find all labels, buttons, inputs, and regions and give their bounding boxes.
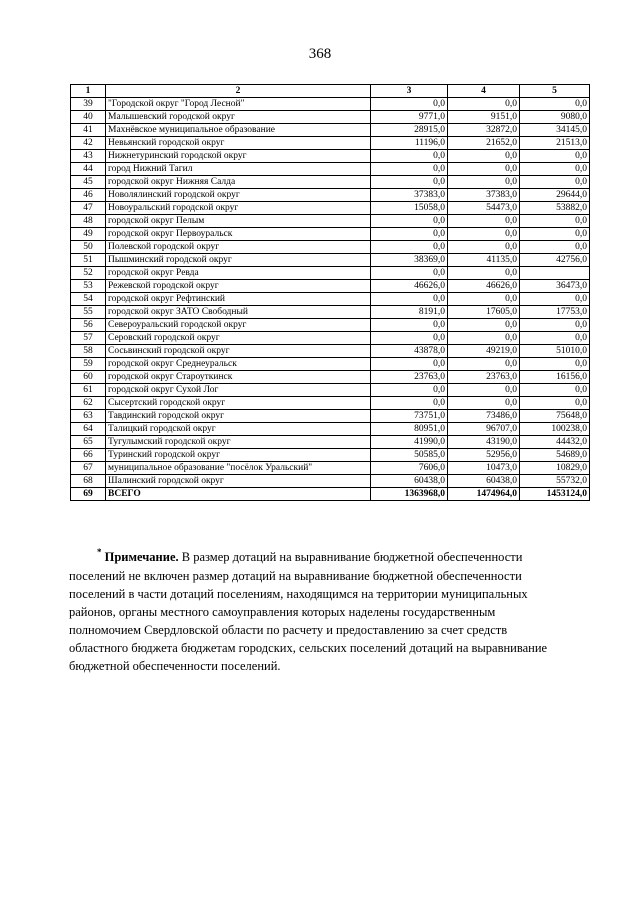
table-row [71, 254, 590, 267]
value-col-3: 9771,0 [371, 111, 448, 124]
municipality-name: городской округ Рефтинский [106, 293, 371, 306]
value-col-4: 0,0 [448, 176, 520, 189]
value-col-4: 9151,0 [448, 111, 520, 124]
value-col-4: 21652,0 [448, 137, 520, 150]
value-col-5: 10829,0 [520, 462, 590, 475]
row-number: 64 [71, 423, 106, 436]
municipality-name: муниципальное образование "посёлок Уральский" [106, 462, 371, 475]
value-col-4: 10473,0 [448, 462, 520, 475]
value-col-3: 41990,0 [371, 436, 448, 449]
table-row [71, 98, 590, 111]
value-col-5: 36473,0 [520, 280, 590, 293]
municipality-name: "Городской округ "Город Лесной" [106, 98, 371, 111]
municipality-name: Серовский городской округ [106, 332, 371, 345]
value-col-4: 37383,0 [448, 189, 520, 202]
table-row [71, 150, 590, 163]
value-col-4: 32872,0 [448, 124, 520, 137]
value-col-4: 0,0 [448, 293, 520, 306]
value-col-3: 28915,0 [371, 124, 448, 137]
value-col-5: 44432,0 [520, 436, 590, 449]
value-col-3: 0,0 [371, 150, 448, 163]
municipality-name: Пышминский городской округ [106, 254, 371, 267]
value-col-4: 0,0 [448, 228, 520, 241]
table-row [71, 163, 590, 176]
header-col-2: 2 [106, 85, 371, 98]
value-col-3: 0,0 [371, 98, 448, 111]
municipality-name: городской округ Ревда [106, 267, 371, 280]
row-number: 51 [71, 254, 106, 267]
value-col-5: 9080,0 [520, 111, 590, 124]
row-number: 57 [71, 332, 106, 345]
value-col-4: 0,0 [448, 150, 520, 163]
total-row [71, 488, 590, 501]
value-col-5: 42756,0 [520, 254, 590, 267]
municipality-name: Талицкий городской округ [106, 423, 371, 436]
value-col-4: 41135,0 [448, 254, 520, 267]
value-col-3: 0,0 [371, 332, 448, 345]
value-col-3: 23763,0 [371, 371, 448, 384]
row-number: 56 [71, 319, 106, 332]
value-col-3: 0,0 [371, 293, 448, 306]
table-row [71, 319, 590, 332]
row-number: 63 [71, 410, 106, 423]
row-number: 44 [71, 163, 106, 176]
row-number: 49 [71, 228, 106, 241]
header-col-4: 4 [448, 85, 520, 98]
value-col-4: 0,0 [448, 215, 520, 228]
value-col-3: 0,0 [371, 358, 448, 371]
value-col-3: 43878,0 [371, 345, 448, 358]
row-number: 41 [71, 124, 106, 137]
value-col-5: 0,0 [520, 215, 590, 228]
total-label: ВСЕГО [106, 488, 371, 501]
row-number: 48 [71, 215, 106, 228]
table-row [71, 345, 590, 358]
header-col-1: 1 [71, 85, 106, 98]
value-col-4: 0,0 [448, 241, 520, 254]
value-col-4: 0,0 [448, 163, 520, 176]
municipality-name: городской округ Сухой Лог [106, 384, 371, 397]
municipality-name: Полевской городской округ [106, 241, 371, 254]
municipality-name: Тавдинский городской округ [106, 410, 371, 423]
row-number: 42 [71, 137, 106, 150]
value-col-4: 49219,0 [448, 345, 520, 358]
table-row [71, 436, 590, 449]
table-row [71, 475, 590, 488]
value-col-4: 0,0 [448, 98, 520, 111]
municipality-name: Малышевский городской округ [106, 111, 371, 124]
value-col-4: 17605,0 [448, 306, 520, 319]
table-header-row [71, 85, 590, 98]
value-col-5: 0,0 [520, 293, 590, 306]
row-number: 39 [71, 98, 106, 111]
row-number: 47 [71, 202, 106, 215]
row-number: 45 [71, 176, 106, 189]
value-col-3: 38369,0 [371, 254, 448, 267]
value-col-5: 0,0 [520, 332, 590, 345]
value-col-5: 0,0 [520, 163, 590, 176]
value-col-4: 0,0 [448, 332, 520, 345]
value-col-4: 96707,0 [448, 423, 520, 436]
value-col-3: 0,0 [371, 163, 448, 176]
table-row [71, 267, 590, 280]
value-col-5: 17753,0 [520, 306, 590, 319]
value-col-3: 7606,0 [371, 462, 448, 475]
municipality-name: Сосьвинский городской округ [106, 345, 371, 358]
total-col-3: 1363968,0 [371, 488, 448, 501]
value-col-3: 0,0 [371, 267, 448, 280]
value-col-3: 0,0 [371, 228, 448, 241]
value-col-5: 51010,0 [520, 345, 590, 358]
table-row [71, 176, 590, 189]
footnote [69, 548, 569, 675]
value-col-3: 0,0 [371, 241, 448, 254]
value-col-3: 0,0 [371, 384, 448, 397]
municipality-name: городской округ Староуткинск [106, 371, 371, 384]
value-col-3: 0,0 [371, 319, 448, 332]
value-col-5: 75648,0 [520, 410, 590, 423]
value-col-5: 55732,0 [520, 475, 590, 488]
value-col-5: 21513,0 [520, 137, 590, 150]
table-row [71, 137, 590, 150]
table-row [71, 358, 590, 371]
value-col-3: 0,0 [371, 215, 448, 228]
value-col-3: 46626,0 [371, 280, 448, 293]
value-col-4: 0,0 [448, 267, 520, 280]
value-col-5: 0,0 [520, 176, 590, 189]
value-col-3: 80951,0 [371, 423, 448, 436]
value-col-3: 11196,0 [371, 137, 448, 150]
table-row [71, 332, 590, 345]
municipality-name: городской округ Первоуральск [106, 228, 371, 241]
table-row [71, 306, 590, 319]
value-col-5: 16156,0 [520, 371, 590, 384]
municipality-name: городской округ Пелым [106, 215, 371, 228]
row-number: 65 [71, 436, 106, 449]
table-row [71, 280, 590, 293]
row-number: 50 [71, 241, 106, 254]
value-col-5: 0,0 [520, 319, 590, 332]
row-number: 59 [71, 358, 106, 371]
row-number: 60 [71, 371, 106, 384]
value-col-3: 0,0 [371, 176, 448, 189]
table-row [71, 384, 590, 397]
value-col-4: 23763,0 [448, 371, 520, 384]
footnote-text: В размер дотаций на выравнивание бюджетной обеспеченности поселений не включен размер дотаций на выравнивание бюджетной обеспеченности поселений в части дотаций поселениям, находящимся на территории муниципальных районов, органы местного самоуправления которых наделены государственным полномочием Свердловской области по расчету и предоставлению за счет средств областного бюджета бюджетам городских, сельских поселений дотаций на выравнивание бюджетной обеспеченности поселений. [69, 550, 548, 673]
municipality-name: Туринский городской округ [106, 449, 371, 462]
table-row [71, 228, 590, 241]
value-col-5: 29644,0 [520, 189, 590, 202]
table-row [71, 202, 590, 215]
table-row [71, 371, 590, 384]
row-number: 66 [71, 449, 106, 462]
value-col-5 [520, 267, 590, 280]
value-col-4: 43190,0 [448, 436, 520, 449]
value-col-5: 0,0 [520, 228, 590, 241]
municipality-name: Режевской городской округ [106, 280, 371, 293]
table-row [71, 293, 590, 306]
row-number: 53 [71, 280, 106, 293]
footnote-marker: * [97, 547, 102, 557]
table-row [71, 423, 590, 436]
header-col-5: 5 [520, 85, 590, 98]
value-col-5: 0,0 [520, 241, 590, 254]
municipality-name: Нижнетуринский городской округ [106, 150, 371, 163]
table-body [71, 98, 590, 488]
total-number: 69 [71, 488, 106, 501]
value-col-3: 0,0 [371, 397, 448, 410]
value-col-5: 0,0 [520, 150, 590, 163]
value-col-3: 50585,0 [371, 449, 448, 462]
value-col-5: 0,0 [520, 358, 590, 371]
municipality-name: Тугулымский городской округ [106, 436, 371, 449]
value-col-3: 60438,0 [371, 475, 448, 488]
value-col-5: 53882,0 [520, 202, 590, 215]
value-col-4: 0,0 [448, 384, 520, 397]
value-col-3: 15058,0 [371, 202, 448, 215]
table-row [71, 397, 590, 410]
table-row [71, 449, 590, 462]
table-row [71, 215, 590, 228]
municipality-name: Новоуральский городской округ [106, 202, 371, 215]
municipality-name: Невьянский городской округ [106, 137, 371, 150]
table-row [71, 410, 590, 423]
value-col-4: 60438,0 [448, 475, 520, 488]
row-number: 58 [71, 345, 106, 358]
total-col-5: 1453124,0 [520, 488, 590, 501]
value-col-5: 0,0 [520, 397, 590, 410]
row-number: 67 [71, 462, 106, 475]
municipality-name: город Нижний Тагил [106, 163, 371, 176]
value-col-4: 52956,0 [448, 449, 520, 462]
value-col-5: 54689,0 [520, 449, 590, 462]
value-col-4: 0,0 [448, 358, 520, 371]
total-col-4: 1474964,0 [448, 488, 520, 501]
value-col-5: 0,0 [520, 384, 590, 397]
value-col-3: 37383,0 [371, 189, 448, 202]
municipality-name: городской округ Нижняя Салда [106, 176, 371, 189]
value-col-5: 100238,0 [520, 423, 590, 436]
value-col-5: 0,0 [520, 98, 590, 111]
value-col-4: 73486,0 [448, 410, 520, 423]
municipality-name: городской округ Среднеуральск [106, 358, 371, 371]
header-col-3: 3 [371, 85, 448, 98]
subsidy-table [70, 84, 590, 501]
table-row [71, 111, 590, 124]
row-number: 40 [71, 111, 106, 124]
municipality-name: Шалинский городской округ [106, 475, 371, 488]
value-col-4: 54473,0 [448, 202, 520, 215]
value-col-4: 46626,0 [448, 280, 520, 293]
value-col-3: 8191,0 [371, 306, 448, 319]
municipality-name: Североуральский городской округ [106, 319, 371, 332]
row-number: 46 [71, 189, 106, 202]
row-number: 61 [71, 384, 106, 397]
value-col-5: 34145,0 [520, 124, 590, 137]
value-col-4: 0,0 [448, 397, 520, 410]
municipality-name: Махнёвское муниципальное образование [106, 124, 371, 137]
value-col-3: 73751,0 [371, 410, 448, 423]
table-row [71, 462, 590, 475]
table-row [71, 241, 590, 254]
value-col-4: 0,0 [448, 319, 520, 332]
page-number: 368 [308, 46, 332, 62]
table-row [71, 124, 590, 137]
municipality-name: Сысертский городской округ [106, 397, 371, 410]
municipality-name: Новолялинский городской округ [106, 189, 371, 202]
table-row [71, 189, 590, 202]
row-number: 55 [71, 306, 106, 319]
footnote-label: Примечание. [104, 550, 179, 564]
row-number: 52 [71, 267, 106, 280]
row-number: 43 [71, 150, 106, 163]
municipality-name: городской округ ЗАТО Свободный [106, 306, 371, 319]
row-number: 54 [71, 293, 106, 306]
row-number: 62 [71, 397, 106, 410]
row-number: 68 [71, 475, 106, 488]
